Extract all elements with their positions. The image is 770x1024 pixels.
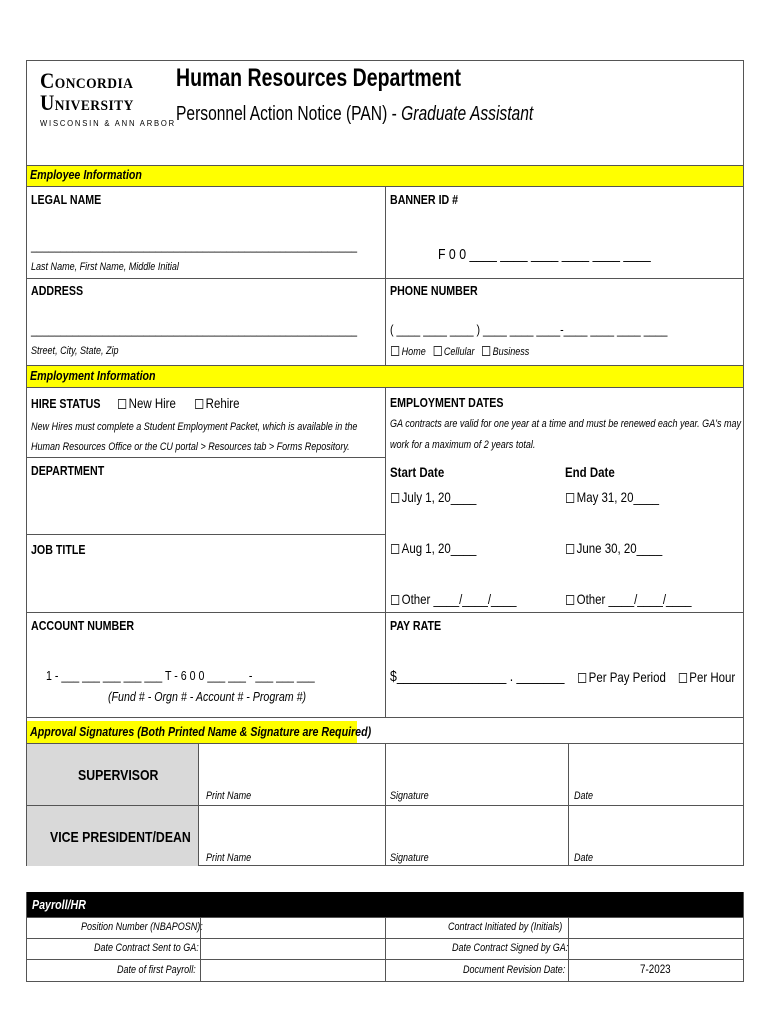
pay-period-options: [578, 669, 735, 685]
account-number-field[interactable]: 1 - ___ ___ ___ ___ ___ T - 6 0 0 ___ ___ - ___ ___ ___: [46, 668, 315, 683]
vp-dean-signature[interactable]: Signature: [390, 852, 429, 864]
start-2-checkbox[interactable]: [391, 544, 399, 554]
first-payroll-label: Date of first Payroll:: [117, 964, 196, 976]
supervisor-signature[interactable]: Signature: [390, 790, 429, 802]
subtitle-italic: Graduate Assistant: [401, 103, 534, 125]
department-label: DEPARTMENT: [31, 463, 105, 478]
start-option-3[interactable]: [391, 591, 517, 607]
vp-dean-print-name[interactable]: Print Name: [206, 852, 252, 864]
per-hour-checkbox[interactable]: [679, 673, 687, 683]
new-hire-note-1: New Hires must complete a Student Employment Packet, which is available in the: [31, 421, 358, 433]
start-3-checkbox[interactable]: [391, 595, 399, 605]
new-hire-note-2: Human Resources Office or the CU portal > Resources tab > Forms Repository.: [31, 441, 350, 453]
business-label: Business: [492, 346, 530, 358]
per-pay-period-checkbox[interactable]: [578, 673, 586, 683]
banner-id-label: BANNER ID #: [390, 192, 459, 207]
vp-dean-date[interactable]: Date: [574, 852, 594, 864]
address-hint: Street, City, State, Zip: [31, 345, 119, 357]
position-number-label: Position Number (NBAPOSN):: [81, 921, 203, 933]
per-hour-label: Per Hour: [689, 669, 736, 685]
contract-signed-label: Date Contract Signed by GA:: [452, 942, 569, 954]
rehire-checkbox[interactable]: [195, 399, 203, 409]
new-hire-checkbox[interactable]: [118, 399, 126, 409]
start-1-checkbox[interactable]: [391, 493, 399, 503]
end-date-label: End Date: [565, 464, 615, 480]
new-hire-label: New Hire: [128, 395, 176, 411]
cellular-checkbox[interactable]: [433, 346, 441, 356]
dates-note-1: GA contracts are valid for one year at a time and must be renewed each year. GA's may: [390, 418, 741, 430]
home-checkbox[interactable]: [391, 346, 399, 356]
pay-rate-field[interactable]: $________________ . _______: [390, 668, 565, 685]
address-label: ADDRESS: [31, 283, 84, 298]
end-option-1[interactable]: [566, 489, 659, 505]
employment-dates-label: EMPLOYMENT DATES: [390, 395, 504, 410]
revision-date-label: Document Revision Date:: [463, 964, 566, 976]
contract-sent-label: Date Contract Sent to GA:: [94, 942, 199, 954]
end-2-label: June 30, 20____: [576, 540, 663, 556]
home-label: Home: [401, 346, 426, 358]
start-option-1[interactable]: [391, 489, 476, 505]
start-3-label: Other ____/____/____: [401, 591, 517, 607]
job-title-label: JOB TITLE: [31, 542, 86, 557]
page-title: Human Resources Department: [176, 64, 462, 92]
phone-type-options: [391, 346, 529, 358]
payroll-header-bar: [26, 892, 744, 917]
employee-info-heading: Employee Information: [30, 167, 142, 182]
revision-date-value: 7-2023: [640, 962, 671, 976]
phone-label: PHONE NUMBER: [390, 283, 478, 298]
legal-name-hint: Last Name, First Name, Middle Initial: [31, 261, 179, 273]
supervisor-label: SUPERVISOR: [78, 767, 159, 784]
start-date-label: Start Date: [390, 464, 445, 480]
account-number-label: ACCOUNT NUMBER: [31, 618, 135, 633]
approval-heading: Approval Signatures (Both Printed Name & Signature are Required): [30, 724, 372, 739]
end-option-2[interactable]: [566, 540, 662, 556]
account-number-hint: (Fund # - Orgn # - Account # - Program #): [108, 689, 307, 704]
university-logo: [40, 68, 176, 128]
pay-rate-label: PAY RATE: [390, 618, 442, 633]
subtitle-plain: Personnel Action Notice (PAN) -: [176, 103, 402, 125]
rehire-label: Rehire: [205, 395, 240, 411]
end-1-label: May 31, 20____: [576, 489, 659, 505]
cellular-label: Cellular: [443, 346, 475, 358]
start-1-label: July 1, 20____: [401, 489, 477, 505]
logo-line2: University: [40, 90, 134, 115]
hire-status-options: [118, 395, 240, 411]
end-3-label: Other ____/____/____: [576, 591, 692, 607]
contract-initiated-label: Contract Initiated by (Initials): [448, 921, 563, 933]
per-pay-period-label: Per Pay Period: [588, 669, 666, 685]
supervisor-date[interactable]: Date: [574, 790, 594, 802]
logo-line3: WISCONSIN & ANN ARBOR: [40, 118, 176, 128]
banner-id-field[interactable]: F 0 0 ____ ____ ____ ____ ____ ____: [438, 246, 651, 263]
vp-dean-label: VICE PRESIDENT/DEAN: [50, 829, 191, 846]
legal-name-field[interactable]: _______________________________________________________: [31, 238, 358, 253]
end-option-3[interactable]: [566, 591, 692, 607]
end-2-checkbox[interactable]: [566, 544, 574, 554]
employment-info-heading: Employment Information: [30, 368, 156, 383]
address-field[interactable]: _______________________________________________________: [31, 322, 358, 337]
logo-line1: Concordia: [40, 68, 134, 93]
start-option-2[interactable]: [391, 540, 476, 556]
end-1-checkbox[interactable]: [566, 493, 574, 503]
hire-status-label: HIRE STATUS: [31, 396, 101, 411]
business-checkbox[interactable]: [482, 346, 490, 356]
end-3-checkbox[interactable]: [566, 595, 574, 605]
phone-field[interactable]: ( ____ ____ ____ ) ____ ____ ____-____ ____ ____ ____: [390, 322, 668, 337]
dates-note-2: work for a maximum of 2 years total.: [390, 439, 536, 451]
supervisor-print-name[interactable]: Print Name: [206, 790, 252, 802]
legal-name-label: LEGAL NAME: [31, 192, 102, 207]
page-subtitle: [176, 103, 533, 126]
start-2-label: Aug 1, 20____: [401, 540, 477, 556]
payroll-heading: Payroll/HR: [32, 897, 86, 912]
